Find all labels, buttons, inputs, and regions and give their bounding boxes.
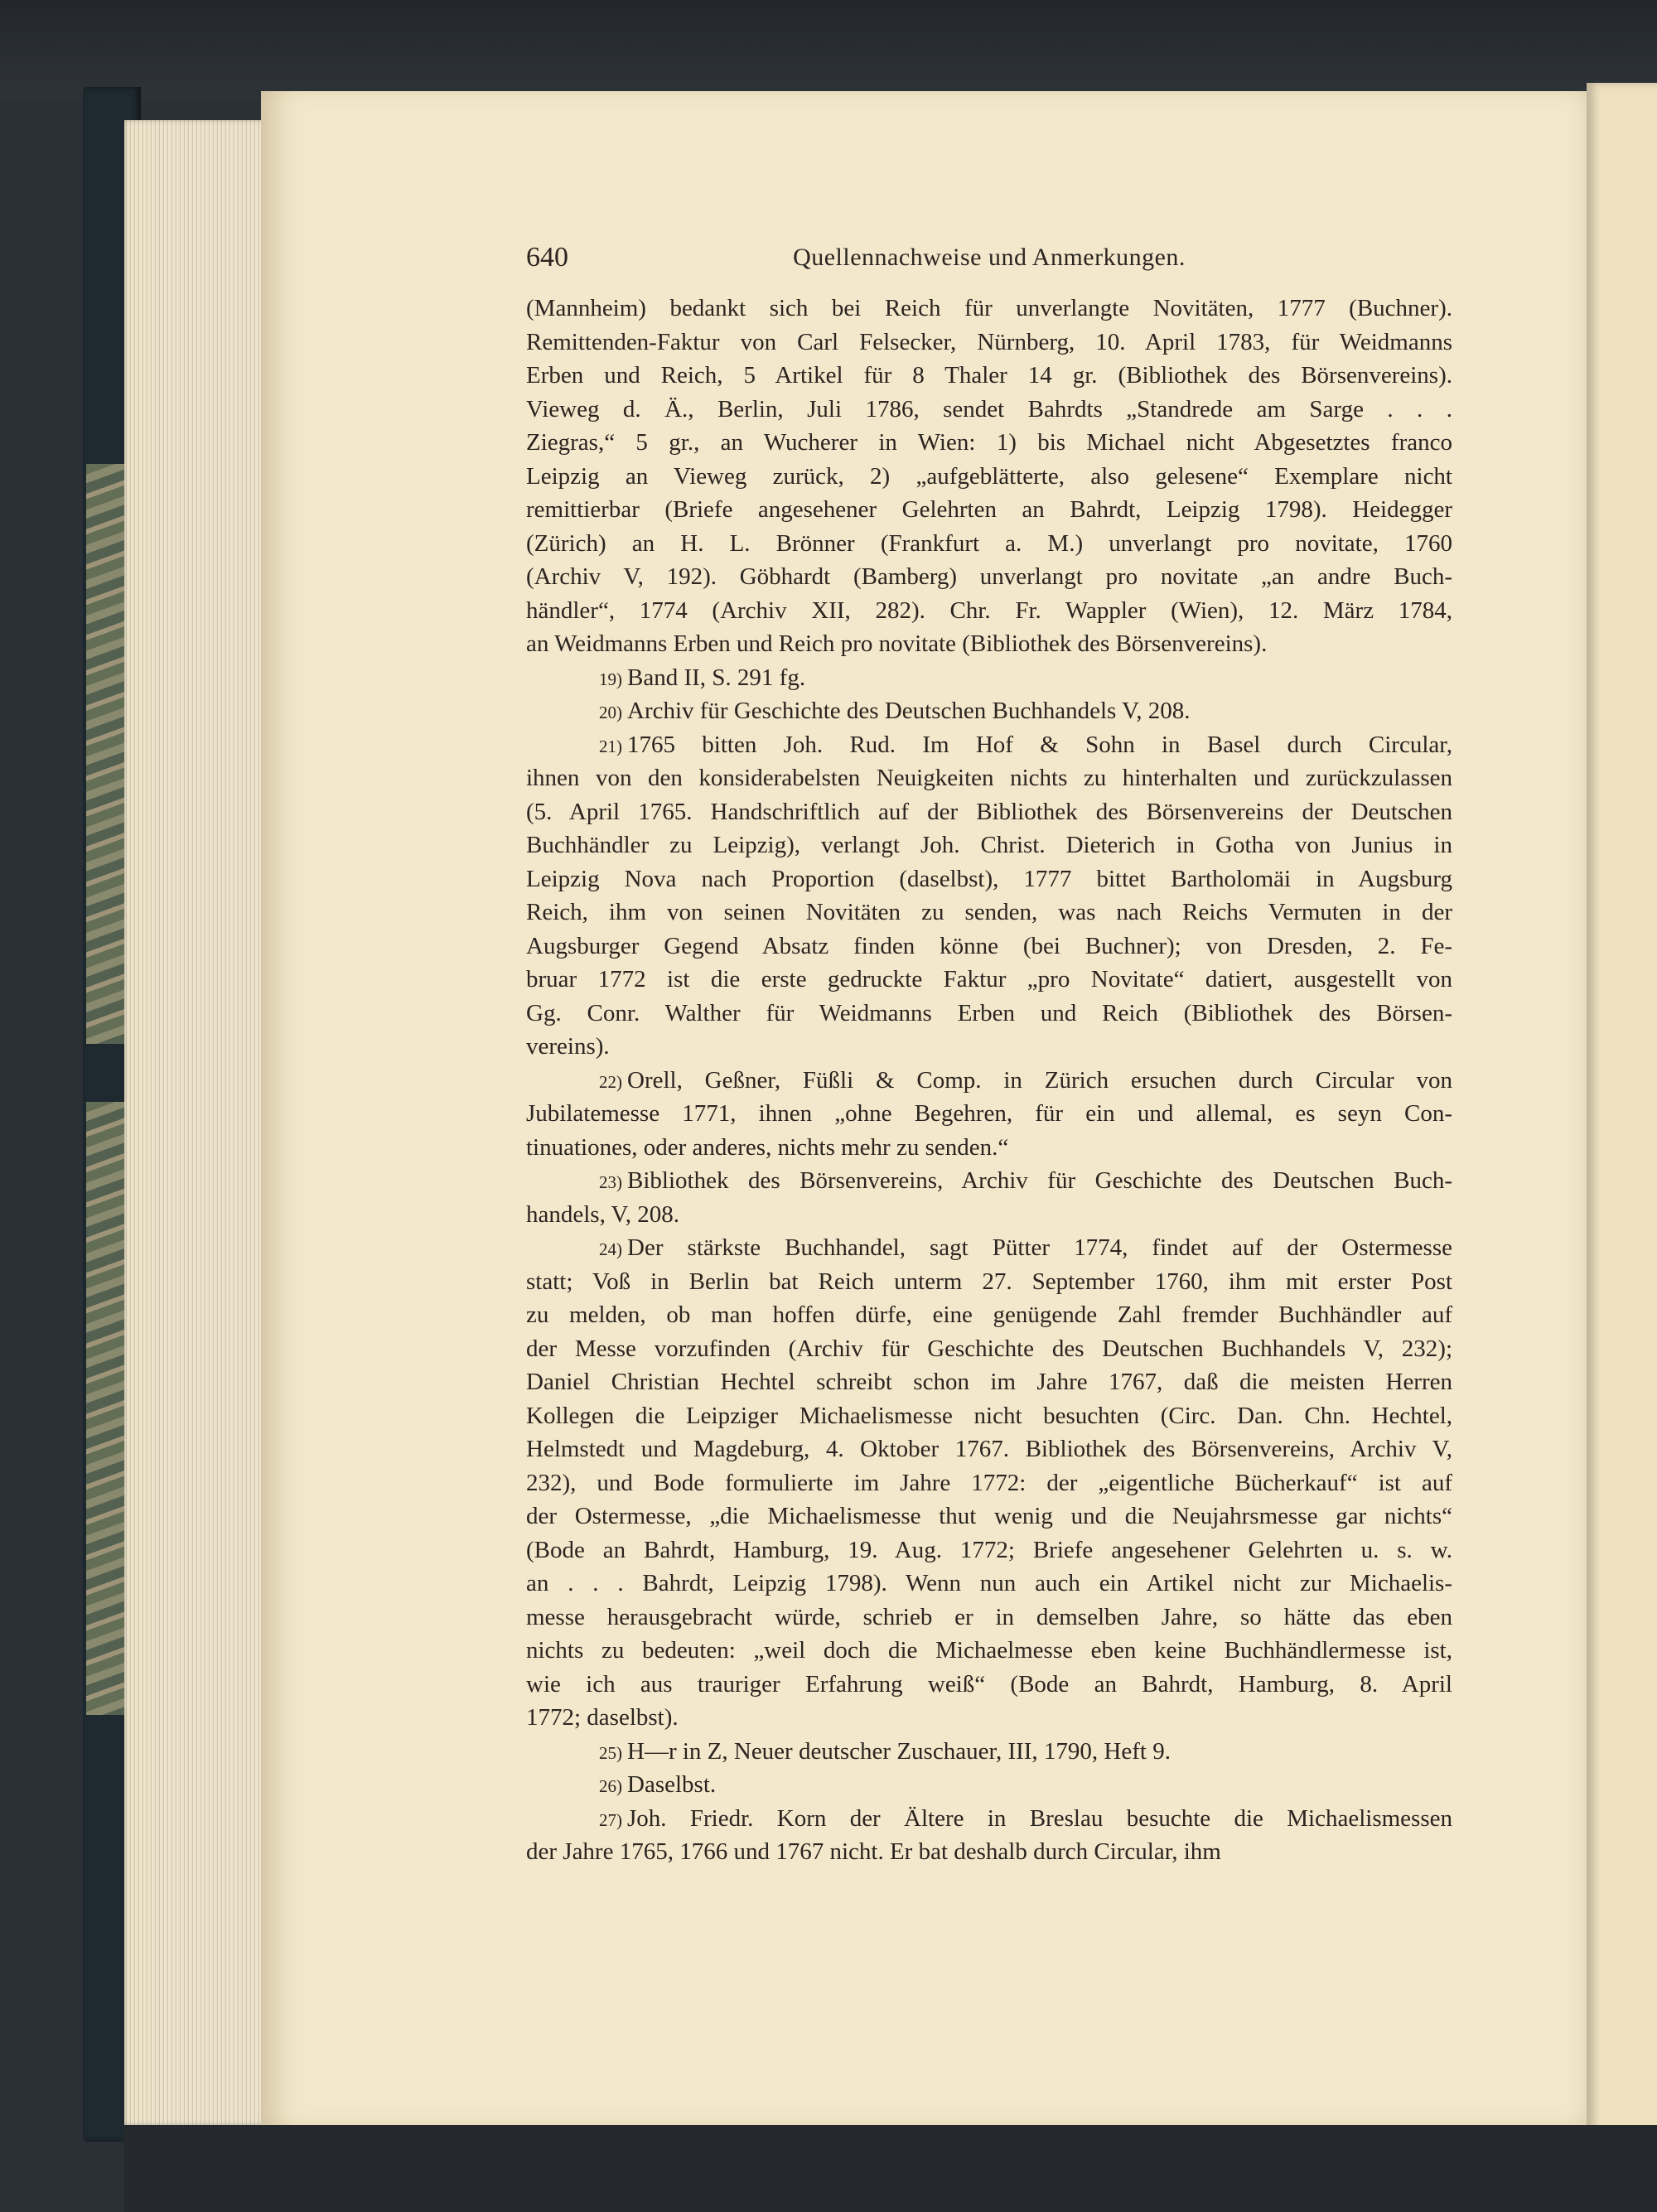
line-text: Der stärkste Buchhandel, sagt Pütter 1774, findet auf der Ostermesse — [627, 1234, 1452, 1261]
text-line — [526, 1601, 1452, 1635]
footnote-number: 20) — [599, 703, 622, 722]
footnote-23 — [526, 1164, 1452, 1231]
running-title: Quellennachweise und Anmerkungen. — [793, 244, 1186, 271]
line-text: handels, V, 208. — [526, 1200, 680, 1228]
text-line — [526, 963, 1452, 997]
text-line — [526, 1533, 1452, 1567]
line-text: zu melden, ob man hoffen dürfe, eine genügende Zahl fremder Buchhändler auf — [526, 1302, 1452, 1328]
line-text: Ziegras,“ 5 gr., an Wucherer in Wien: 1) bis Michael nicht Abgesetztes franco — [526, 429, 1452, 456]
line-text: remittierbar (Briefe angesehener Gelehrten an Bahrdt, Leipzig 1798). Heidegger — [526, 496, 1452, 523]
footnote-24 — [526, 1231, 1452, 1735]
text-line — [526, 1668, 1452, 1702]
page-body-text — [526, 292, 1452, 1869]
line-text: 1765 bitten Joh. Rud. Im Hof & Sohn in Basel durch Circular, — [627, 731, 1452, 758]
line-text: Erben und Reich, 5 Artikel für 8 Thaler 14 gr. (Bibliothek des Börsenvereins). — [526, 362, 1452, 389]
footnote-number: 21) — [599, 736, 622, 756]
footnote-19 — [526, 661, 1452, 695]
line-text: messe herausgebracht würde, schrieb er in demselben Jahre, so hätte das eben — [526, 1603, 1452, 1630]
marbled-cover-pattern — [86, 1102, 128, 1715]
text-line — [526, 1164, 1452, 1198]
line-text: Vieweg d. Ä., Berlin, Juli 1786, sendet Bahrdts „Standrede am Sarge . . . — [526, 395, 1452, 423]
line-text: Daniel Christian Hechtel schreibt schon im Jahre 1767, daß die meisten Herren — [526, 1369, 1452, 1395]
line-text: Daselbst. — [627, 1771, 717, 1798]
line-text: Remittenden-Faktur von Carl Felsecker, Nürnberg, 10. April 1783, für Weidmanns — [526, 328, 1452, 355]
line-text: Orell, Geßner, Füßli & Comp. in Zürich ersuchen durch Circular von — [627, 1066, 1452, 1094]
text-line — [526, 326, 1452, 360]
text-line — [526, 1097, 1452, 1131]
text-line — [526, 1735, 1452, 1769]
line-text: tinuationes, oder anderes, nichts mehr zu senden.“ — [526, 1133, 1009, 1161]
background — [0, 0, 1657, 99]
text-line — [526, 527, 1452, 561]
footnote-20 — [526, 694, 1452, 728]
line-text: Archiv für Geschichte des Deutschen Buchhandels V, 208. — [627, 698, 1191, 724]
text-line — [526, 426, 1452, 460]
text-line — [526, 1332, 1452, 1366]
line-text: der Jahre 1765, 1766 und 1767 nicht. Er bat deshalb durch Circular, ihm — [526, 1838, 1221, 1865]
footnote-number: 23) — [599, 1172, 622, 1192]
text-line — [526, 393, 1452, 427]
footnote-21 — [526, 728, 1452, 1064]
line-text: 232), und Bode formulierte im Jahre 1772: der „eigentliche Bücherkauf“ ist auf — [526, 1469, 1452, 1496]
line-text: wie ich aus trauriger Erfahrung weiß“ (Bode an Bahrdt, Hamburg, 8. April — [526, 1670, 1452, 1698]
text-line — [526, 1432, 1452, 1466]
text-line — [526, 862, 1452, 896]
text-line — [526, 828, 1452, 862]
line-text: Augsburger Gegend Absatz finden könne (bei Buchner); von Dresden, 2. Fe- — [526, 932, 1452, 959]
page-header — [526, 242, 1452, 280]
text-line — [526, 1634, 1452, 1668]
line-text: nichts zu bedeuten: „weil doch die Michaelmesse eben keine Buchhändlermesse ist, — [526, 1637, 1452, 1664]
text-line — [526, 1064, 1452, 1098]
line-text: (Archiv V, 192). Göbhardt (Bamberg) unverlangt pro novitate „an andre Buch- — [526, 563, 1452, 590]
line-text: Helmstedt und Magdeburg, 4. Oktober 1767. Bibliothek des Börsenvereins, Archiv V, — [526, 1436, 1452, 1462]
footnote-number: 24) — [599, 1239, 622, 1259]
line-text: (Mannheim) bedankt sich bei Reich für unverlangte Novitäten, 1777 (Buchner). — [526, 295, 1452, 321]
line-text: der Ostermesse, „die Michaelismesse thut wenig und die Neujahrsmesse gar nichts“ — [526, 1503, 1452, 1529]
line-text: Leipzig an Vieweg zurück, 2) „aufgeblätterte, also gelesene“ Exemplare nicht — [526, 462, 1452, 490]
line-text: Gg. Conr. Walther für Weidmanns Erben und Reich (Bibliothek des Börsen- — [526, 999, 1452, 1026]
text-line — [526, 997, 1452, 1031]
footnote-22 — [526, 1064, 1452, 1165]
line-text: händler“, 1774 (Archiv XII, 282). Chr. Fr. Wappler (Wien), 12. März 1784, — [526, 596, 1452, 624]
footnote-25 — [526, 1735, 1452, 1769]
continued-paragraph — [526, 292, 1452, 661]
text-line — [526, 1231, 1452, 1265]
text-line — [526, 1768, 1452, 1802]
text-line — [526, 359, 1452, 393]
footnote-number: 22) — [599, 1071, 622, 1092]
footnote-number: 25) — [599, 1742, 622, 1763]
footnote-27 — [526, 1802, 1452, 1869]
footnote-26 — [526, 1768, 1452, 1802]
text-line — [526, 1567, 1452, 1601]
line-text: (Zürich) an H. L. Brönner (Frankfurt a. M.) unverlangt pro novitate, 1760 — [526, 529, 1452, 557]
text-line — [526, 896, 1452, 930]
footnote-number: 19) — [599, 669, 622, 689]
text-line — [526, 493, 1452, 527]
line-text: bruar 1772 ist die erste gedruckte Faktur „pro Novitate“ datiert, ausgestellt von — [526, 966, 1452, 993]
text-line — [526, 627, 1452, 661]
line-text: der Messe vorzufinden (Archiv für Geschichte des Deutschen Buchhandels V, 232); — [526, 1335, 1452, 1362]
text-line — [526, 1131, 1452, 1165]
text-line — [526, 1500, 1452, 1533]
footnote-number: 26) — [599, 1776, 622, 1796]
text-line — [526, 292, 1452, 326]
text-line — [526, 1298, 1452, 1332]
line-text: Bibliothek des Börsenvereins, Archiv für Geschichte des Deutschen Buch- — [627, 1167, 1452, 1194]
line-text: statt; Voß in Berlin bat Reich unterm 27. September 1760, ihm mit erster Post — [526, 1268, 1452, 1295]
line-text: Buchhändler zu Leipzig), verlangt Joh. Christ. Dieterich in Gotha von Junius in — [526, 832, 1452, 858]
text-line — [526, 1701, 1452, 1735]
line-text: Reich, ihm von seinen Novitäten zu senden, was nach Reichs Vermuten in der — [526, 899, 1452, 925]
line-text: Joh. Friedr. Korn der Ältere in Breslau besuchte die Michaelismessen — [627, 1804, 1452, 1832]
footnote-number: 27) — [599, 1809, 622, 1830]
text-line — [526, 460, 1452, 494]
line-text: Leipzig Nova nach Proportion (daselbst), 1777 bittet Bartholomäi in Augsburg — [526, 865, 1452, 892]
text-line — [526, 594, 1452, 628]
text-line — [526, 930, 1452, 964]
line-text: Band II, S. 291 fg. — [627, 664, 806, 691]
marbled-cover-pattern — [86, 464, 128, 1044]
text-line — [526, 1365, 1452, 1399]
facing-page-edge — [1587, 83, 1657, 2137]
line-text: an . . . Bahrdt, Leipzig 1798). Wenn nun auch ein Artikel nicht zur Michaelis- — [526, 1570, 1452, 1596]
line-text: ihnen von den konsiderabelsten Neuigkeiten nichts zu hinterhalten und zurückzulassen — [526, 765, 1452, 791]
text-line — [526, 1399, 1452, 1433]
line-text: (5. April 1765. Handschriftlich auf der Bibliothek des Börsenvereins der Deutschen — [526, 798, 1452, 825]
line-text: Kollegen die Leipziger Michaelismesse nicht besuchten (Circ. Dan. Chn. Hechtel, — [526, 1402, 1452, 1429]
text-line — [526, 1198, 1452, 1232]
line-text: H—r in Z, Neuer deutscher Zuschauer, III, 1790, Heft 9. — [627, 1737, 1171, 1765]
background-bottom — [124, 2125, 1657, 2212]
text-line — [526, 728, 1452, 762]
text-line — [526, 1835, 1452, 1869]
text-line — [526, 560, 1452, 594]
text-line — [526, 761, 1452, 795]
page-number: 640 — [526, 242, 568, 273]
line-text: 1772; daselbst). — [526, 1704, 679, 1731]
page-block-edges — [124, 120, 265, 2125]
line-text: vereins). — [526, 1033, 610, 1060]
text-line — [526, 1466, 1452, 1500]
line-text: an Weidmanns Erben und Reich pro novitate (Bibliothek des Börsenvereins). — [526, 630, 1268, 657]
text-line — [526, 1802, 1452, 1836]
line-text: Jubilatemesse 1771, ihnen „ohne Begehren, für ein und allemal, es seyn Con- — [526, 1100, 1452, 1127]
text-line — [526, 1030, 1452, 1064]
line-text: (Bode an Bahrdt, Hamburg, 19. Aug. 1772; Briefe angesehener Gelehrten u. s. w. — [526, 1536, 1452, 1563]
text-line — [526, 795, 1452, 829]
text-line — [526, 1265, 1452, 1299]
text-line — [526, 694, 1452, 728]
text-line — [526, 661, 1452, 695]
